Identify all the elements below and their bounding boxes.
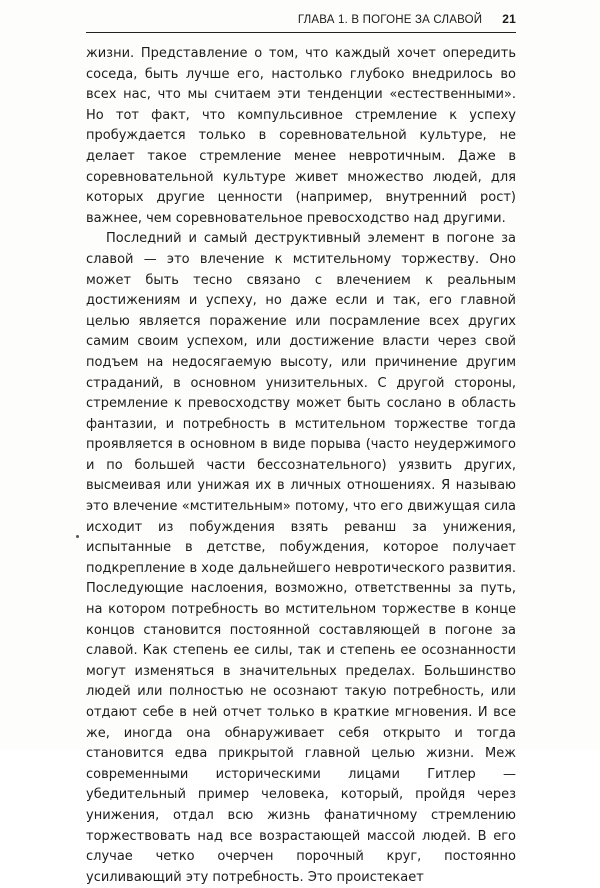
page-number: 21 [502,12,516,26]
paragraph: Последний и самый деструктивный элемент в погоне за славой — это влечение к мстительному торжеству. Оно может быть тесно связано с влечением к реальным достижениям и успеху, но даже если и так, его главной целью является поражение или посрамление всех других самим своим успехом, или достижение власти через свой подъем на недосягаемую высоту, или причинение другим страданий, в основном унизительных. С другой стороны, стремление к превосходству может быть сослано в область фантазии, и потребность в мстительном торжестве тогда проявляется в основном в виде порыва (часто неудержимого и по большей части бессознательного) уязвить других, высмеивая или унижая их в личных отношениях. Я называю это влечение «мстительным» потому, что его движущая сила исходит из побуждения взять реванш за унижения, испытанные в детстве, побуждения, которое получает подкрепление в ходе дальнейшего невротического развития. Последующие наслоения, возможно, ответственны за путь, на котором потребность во мстительном торжестве в конце концов становится постоянной составляющей в погоне за славой. Как степень ее силы, так и степень ее осознанности могут изменяться в значительных пределах. Большинство людей или полностью не осознают такую потребность, или отдают себе в ней отчет только в краткие мгновения. И все же, иногда она обнаруживает себя открыто и тогда становится едва прикрытой главной целью жизни. Меж современными историческими лицами Гитлер — убедительный пример человека, который, пройдя через унижения, отдал всю жизнь фанатичному стремлению торжествовать над все возрастающей массой людей. В его случае четко очерчен порочный круг, постоянно усиливающий эту потребность. Это проистекает [86,231,516,885]
paragraph-continued: жизни. Представление о том, что каждый хочет опередить соседа, быть лучше его, настолько глубоко внедрилось во всех нас, что мы считаем эти тенденции «естественными». Но тот факт, что компульсивное стремление к успеху пробуждается только в соревновательной культуре, не делает такое стремление менее невротичным. Даже в соревновательной культуре живет множество людей, для которых другие ценности (например, внутренний рост) важнее, чем соревновательное превосходство над другими. [86,46,516,226]
running-header [86,12,516,28]
header-rule [86,32,516,33]
chapter-title: ГЛАВА 1. В ПОГОНЕ ЗА СЛАВОЙ [297,14,483,26]
margin-mark [76,535,79,538]
body-text [86,44,516,888]
